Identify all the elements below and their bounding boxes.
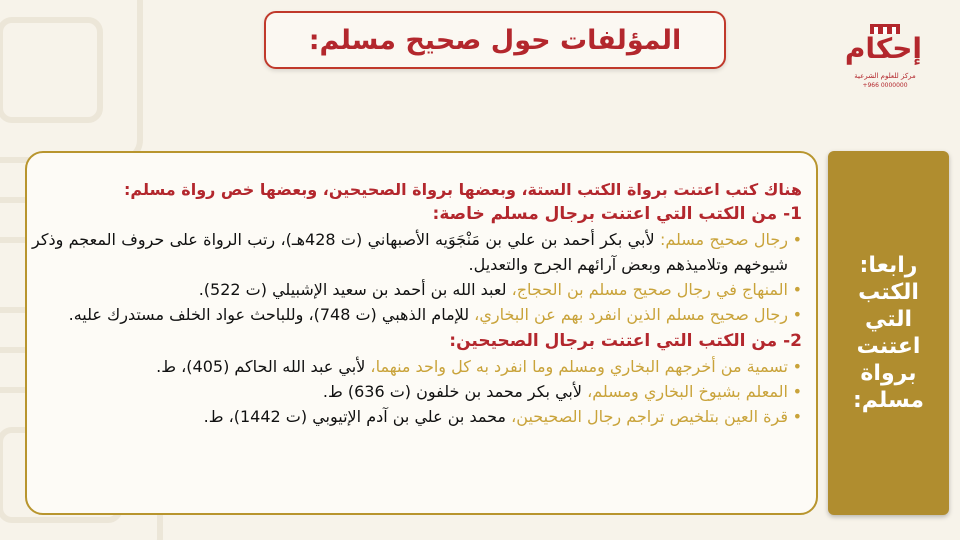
bullet-icon: • [792, 280, 802, 299]
bullet-icon: • [792, 305, 802, 324]
title-box [264, 11, 726, 69]
side-panel [828, 151, 949, 515]
list-item: • المعلم بشيوخ البخاري ومسلم، لأبي بكر محمد بن خلفون (ت 636) ط. [32, 379, 788, 404]
logo-name: إحكام [844, 32, 922, 65]
bullet-icon: • [792, 357, 802, 376]
section-list-2 [32, 354, 802, 429]
section-heading-1: 1- من الكتب التي اعتنت برجال مسلم خاصة: [432, 204, 802, 224]
list-item: • تسمية من أخرجهم البخاري ومسلم وما انفرد به كل واحد منهما، لأبي عبد الله الحاكم (405)، ط. [32, 354, 788, 379]
content-body [32, 177, 802, 429]
bullet-icon: • [792, 407, 802, 426]
list-item: • قرة العين بتلخيص تراجم رجال الصحيحين، محمد بن علي بن آدم الإتيوبي (ت 1442)، ط. [32, 404, 788, 429]
section-list-1 [32, 227, 802, 327]
page-title: المؤلفات حول صحيح مسلم: [308, 24, 682, 56]
side-panel-title: رابعا: الكتب التي اعتنت برواة مسلم: [852, 253, 925, 413]
content-box [25, 151, 818, 515]
bullet-icon: • [792, 230, 802, 249]
logo [844, 22, 922, 92]
intro-text: هناك كتب اعتنت برواة الكتب الستة، وبعضها برواة الصحيحين، وبعضها خص رواة مسلم: [124, 180, 802, 199]
list-item: • المنهاج في رجال صحيح مسلم بن الحجاج، لعبد الله بن أحمد بن سعيد الإشبيلي (ت 522). [32, 277, 788, 302]
list-item: • رجال صحيح مسلم الذين انفرد بهم عن البخاري، للإمام الذهبي (ت 748)، وللباحث عواد الخلف مستدرك عليه. [32, 302, 788, 327]
logo-subtitle: مركز للعلوم الشرعية [854, 72, 916, 80]
section-heading-2: 2- من الكتب التي اعتنت برجال الصحيحين: [449, 331, 802, 351]
list-item: • رجال صحيح مسلم: لأبي بكر أحمد بن علي بن مَنْجَوَيه الأصبهاني (ت 428هـ)، رتب الرواة على حروف المعجم وذكر شيوخهم وتلاميذهم وبعض آرائهم الجرح والتعديل. [32, 227, 788, 277]
bullet-icon: • [792, 382, 802, 401]
logo-phone: +966 0000000 [862, 82, 908, 89]
